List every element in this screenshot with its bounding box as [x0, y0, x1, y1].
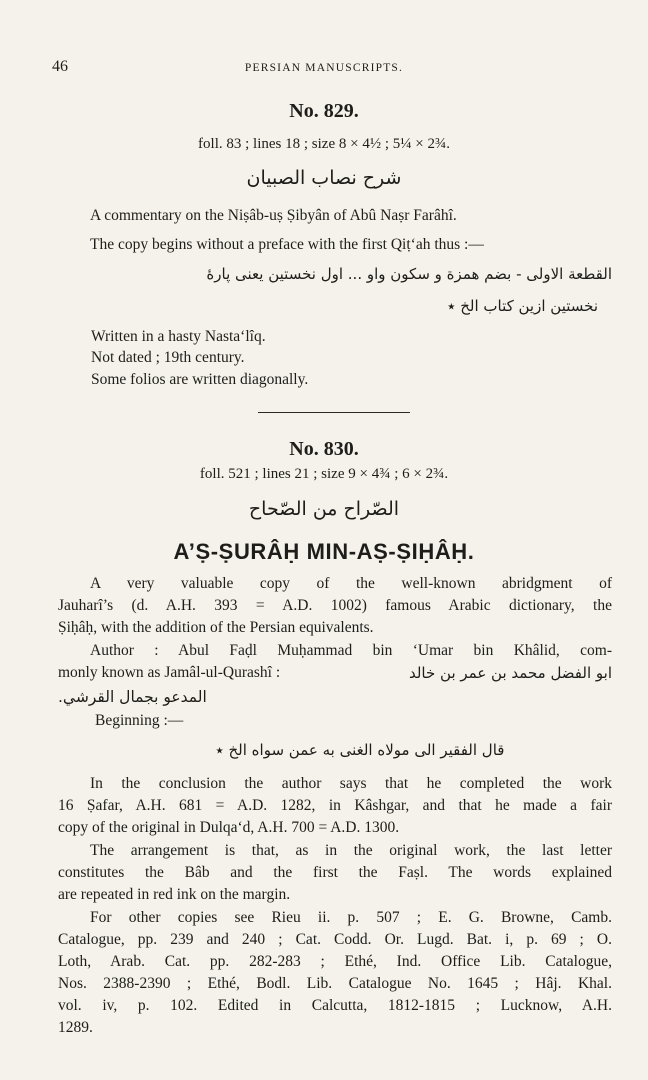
entry-830-beginning-arabic: قال الفقیر الی مولاه الغنی به عمن سواه الخ ٭: [215, 741, 505, 759]
entry-830-number: No. 830.: [289, 438, 359, 460]
entry-830-paragraph-line: vol. iv, p. 102. Edited in Calcutta, 1812-1815 ; Lucknow, A.H.: [58, 997, 612, 1014]
entry-829-arabic-title: شرح نصاب الصبيان: [246, 167, 402, 189]
entry-830-paragraph-line: 1289.: [58, 1019, 93, 1036]
entry-830-paragraph-line: Catalogue, pp. 239 and 240 ; Cat. Codd. Or. Lugd. Bat. i, p. 69 ; O.: [58, 931, 612, 948]
page-number: 46: [52, 58, 68, 75]
entry-829-note: Some folios are written diagonally.: [91, 371, 309, 388]
running-head: PERSIAN MANUSCRIPTS.: [244, 62, 404, 74]
entry-830-paragraph-line: Loth, Arab. Cat. pp. 282-283 ; Ethé, Ind. Office Lib. Catalogue,: [58, 953, 612, 970]
entry-830-heading: A’Ṣ-ṢURÂḤ MIN-AṢ-ṢIḤÂḤ.: [173, 539, 475, 564]
entry-829-begins: The copy begins without a preface with the first Qiṭ‘ah thus :—: [90, 236, 484, 253]
section-divider: [258, 412, 410, 413]
entry-830-paragraph-line: copy of the original in Dulqa‘d, A.H. 700 = A.D. 1300.: [58, 819, 400, 836]
entry-829-begins-arabic-1: القطعة الاولی - بضم همزة و سکون واو ... اول نخستین یعنی پارهٔ: [206, 265, 612, 283]
entry-829-begins-arabic-2: نخستین ازین کتاب الخ ٭: [447, 297, 598, 315]
entry-830-collation: foll. 521 ; lines 21 ; size 9 × 4¾ ; 6 × 2¾.: [199, 466, 449, 482]
entry-829-collation: foll. 83 ; lines 18 ; size 8 × 4½ ; 5¼ × 2¾.: [198, 136, 450, 152]
entry-830-paragraph-line: are repeated in red ink on the margin.: [58, 886, 291, 903]
entry-830-paragraph-line: For other copies see Rieu ii. p. 507 ; E. G. Browne, Camb.: [90, 909, 612, 926]
entry-830-paragraph-line: Nos. 2388-2390 ; Ethé, Bodl. Lib. Catalogue No. 1645 ; Hâj. Khal.: [58, 975, 612, 992]
entry-829-number: No. 829.: [289, 100, 359, 122]
entry-830-author-arabic: المدعو بجمال القرشي.: [58, 688, 207, 706]
entry-830-paragraph-line: constitutes the Bâb and the first the Faṣl. The words explained: [58, 864, 612, 881]
entry-830-author-arabic: ابو الفضل محمد بن عمر بن خالد: [408, 664, 612, 682]
entry-830-author-line: monly known as Jamâl-ul-Qurashî :: [58, 664, 281, 681]
entry-829-description: A commentary on the Niṣâb-uṣ Ṣibyân of Abû Naṣr Farâhî.: [90, 207, 457, 224]
entry-830-paragraph-line: Ṣiḥâḥ, with the addition of the Persian equivalents.: [58, 619, 374, 636]
entry-830-paragraph-line: The arrangement is that, as in the original work, the last letter: [90, 842, 612, 859]
entry-830-paragraph-line: In the conclusion the author says that he completed the work: [90, 775, 612, 792]
entry-829-note: Written in a hasty Nasta‘lîq.: [91, 328, 266, 345]
entry-830-arabic-title: الصّراح من الصّحاح: [248, 498, 400, 520]
entry-830-paragraph-line: Jauharî’s (d. A.H. 393 = A.D. 1002) famous Arabic dictionary, the: [58, 597, 612, 614]
entry-830-author-line: Author : Abul Faḍl Muḥammad bin ‘Umar bin Khâlid, com-: [90, 642, 612, 659]
entry-830-paragraph-line: A very valuable copy of the well-known abridgment of: [90, 575, 612, 592]
entry-830-beginning-label: Beginning :—: [95, 712, 184, 729]
entry-830-paragraph-line: 16 Ṣafar, A.H. 681 = A.D. 1282, in Kâshgar, and that he made a fair: [58, 797, 612, 814]
entry-829-note: Not dated ; 19th century.: [91, 349, 245, 366]
